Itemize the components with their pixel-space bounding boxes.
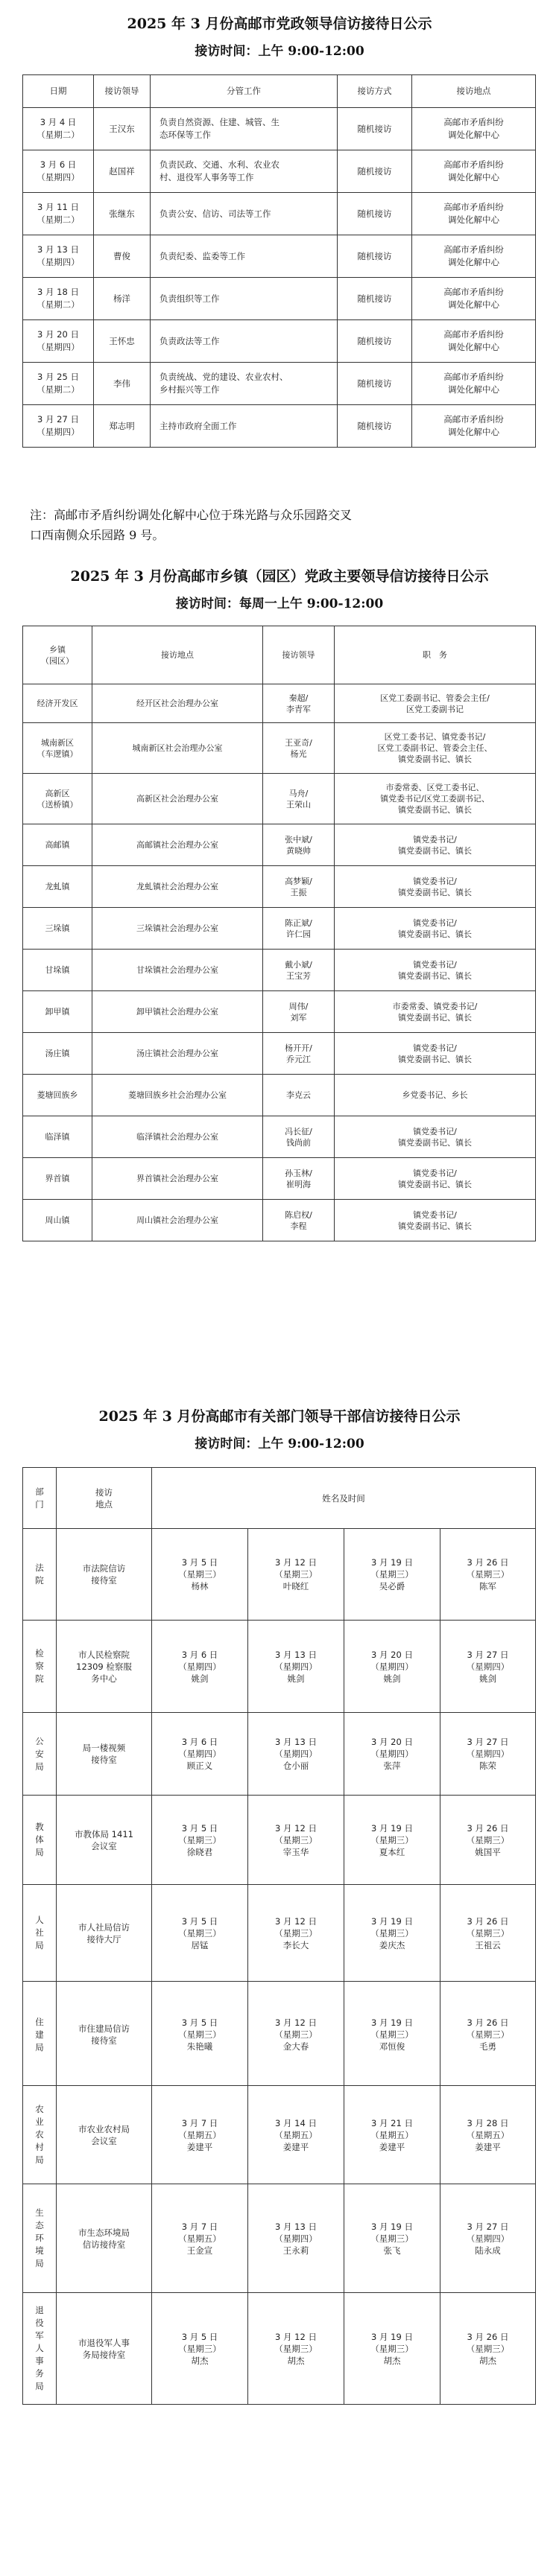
table-row	[23, 1116, 536, 1158]
row-place: 高邮镇社会治理办公室	[92, 824, 263, 866]
row-slot: 3 月 7 日 （星期五） 姜建平	[152, 2086, 248, 2184]
row-duty: 乡党委书记、乡长	[335, 1075, 536, 1116]
header-date: 日期	[23, 75, 94, 108]
table-row	[23, 991, 536, 1033]
table-row	[23, 2086, 536, 2184]
table-row	[23, 1158, 536, 1200]
row-slot: 3 月 7 日 （星期五） 王金宣	[152, 2184, 248, 2293]
header-leader: 接访领导	[94, 75, 151, 108]
row-duty: 镇党委书记/ 镇党委副书记、镇长	[335, 1116, 536, 1158]
section1-title: 2025 年 3 月份高邮市党政领导信访接待日公示	[127, 16, 432, 32]
row-dept: 农业农村局	[35, 2104, 44, 2165]
table-row	[23, 1885, 536, 1982]
header-place: 接访地点	[92, 626, 263, 684]
row-place: 龙虬镇社会治理办公室	[92, 866, 263, 908]
town-reception-table	[22, 626, 536, 1241]
row-leaders: 陈正斌/ 许仁园	[263, 908, 335, 950]
row-slot: 3 月 21 日 （星期五） 姜建平	[344, 2086, 440, 2184]
row-work: 负责公安、信访、司法等工作	[151, 193, 338, 235]
table-row	[23, 278, 536, 320]
row-date: 3 月 25 日 （星期二）	[23, 363, 94, 405]
table-row	[23, 866, 536, 908]
row-place: 市农业农村局 会议室	[57, 2086, 152, 2184]
header-leaders: 接访领导	[263, 626, 335, 684]
header-duty: 职 务	[335, 626, 536, 684]
table-row	[23, 1075, 536, 1116]
row-town: 高新区 （送桥镇）	[23, 774, 92, 824]
row-work: 负责组织等工作	[151, 278, 338, 320]
row-place: 市人民检察院 12309 检察服 务中心	[57, 1621, 152, 1713]
row-town: 高邮镇	[23, 824, 92, 866]
header-work: 分管工作	[151, 75, 338, 108]
row-mode: 随机接访	[338, 150, 412, 193]
row-place: 市退役军人事 务局接待室	[57, 2293, 152, 2405]
row-slot: 3 月 12 日 （星期三） 李长大	[248, 1885, 344, 1982]
row-dept: 公安局	[35, 1735, 44, 1772]
table-row	[23, 235, 536, 278]
header-place: 接访地点	[412, 75, 536, 108]
row-mode: 随机接访	[338, 108, 412, 150]
row-duty: 区党工委书记、镇党委书记/ 区党工委副书记、管委会主任、 镇党委副书记、镇长	[335, 723, 536, 774]
row-town: 经济开发区	[23, 684, 92, 723]
row-mode: 随机接访	[338, 363, 412, 405]
row-leader: 张继东	[94, 193, 151, 235]
header-schedule: 姓名及时间	[152, 1468, 536, 1529]
row-slot: 3 月 5 日 （星期三） 胡杰	[152, 2293, 248, 2405]
row-slot: 3 月 26 日 （星期三） 胡杰	[440, 2293, 536, 2405]
row-work: 负责统战、党的建设、农业农村、 乡村振兴等工作	[151, 363, 338, 405]
table-row	[23, 1529, 536, 1621]
row-leaders: 冯长征/ 钱尚前	[263, 1116, 335, 1158]
section1-note: 注：高邮市矛盾纠纷调处化解中心位于珠光路与众乐园路交叉 口西南侧众乐园路 9 号。	[30, 508, 353, 542]
row-slot: 3 月 26 日 （星期三） 陈军	[440, 1529, 536, 1621]
row-duty: 市委常委、区党工委书记、 镇党委书记/区党工委副书记、 镇党委副书记、镇长	[335, 774, 536, 824]
row-slot: 3 月 19 日 （星期三） 吴必爵	[344, 1529, 440, 1621]
row-place: 市人社局信访 接待大厅	[57, 1885, 152, 1982]
table-row	[23, 1713, 536, 1796]
table-row	[23, 824, 536, 866]
row-place: 高邮市矛盾纠纷 调处化解中心	[412, 278, 536, 320]
table-row	[23, 1033, 536, 1075]
row-town: 界首镇	[23, 1158, 92, 1200]
row-place: 市教体局 1411 会议室	[57, 1796, 152, 1885]
row-place: 菱塘回族乡社会治理办公室	[92, 1075, 263, 1116]
row-dept: 人社局	[35, 1915, 44, 1950]
row-town: 汤庄镇	[23, 1033, 92, 1075]
row-slot: 3 月 27 日 （星期四） 姚剑	[440, 1621, 536, 1713]
row-place: 周山镇社会治理办公室	[92, 1200, 263, 1241]
row-leader: 赵国祥	[94, 150, 151, 193]
row-slot: 3 月 5 日 （星期三） 徐晓君	[152, 1796, 248, 1885]
row-slot: 3 月 5 日 （星期三） 朱艳曦	[152, 1982, 248, 2088]
table-row	[23, 363, 536, 405]
row-slot: 3 月 19 日 （星期三） 张飞	[344, 2184, 440, 2293]
row-dept: 生态环境局	[35, 2207, 44, 2268]
row-place: 卸甲镇社会治理办公室	[92, 991, 263, 1033]
row-leaders: 周伟/ 刘军	[263, 991, 335, 1033]
row-slot: 3 月 28 日 （星期五） 姜建平	[440, 2086, 536, 2184]
table-row	[23, 950, 536, 991]
row-town: 临泽镇	[23, 1116, 92, 1158]
header-town: 乡镇 （园区）	[23, 626, 92, 684]
row-slot: 3 月 5 日 （星期三） 居锰	[152, 1885, 248, 1982]
row-place: 临泽镇社会治理办公室	[92, 1116, 263, 1158]
row-slot: 3 月 26 日 （星期三） 王祖云	[440, 1885, 536, 1982]
row-place: 高邮市矛盾纠纷 调处化解中心	[412, 108, 536, 150]
row-leaders: 戴小斌/ 王宝芳	[263, 950, 335, 991]
row-place: 高新区社会治理办公室	[92, 774, 263, 824]
section2-subtitle: 接访时间：每周一上午 9:00-12:00	[175, 597, 384, 611]
row-dept: 住建局	[35, 2016, 44, 2052]
row-date: 3 月 27 日 （星期四）	[23, 405, 94, 448]
table-row	[23, 2293, 536, 2405]
row-mode: 随机接访	[338, 278, 412, 320]
row-dept: 检察院	[35, 1648, 44, 1684]
row-dept: 退役军人事务局	[35, 2305, 44, 2391]
table-row	[23, 1982, 536, 2088]
row-place: 高邮市矛盾纠纷 调处化解中心	[412, 193, 536, 235]
row-duty: 市委常委、镇党委书记/ 镇党委副书记、镇长	[335, 991, 536, 1033]
row-date: 3 月 6 日 （星期四）	[23, 150, 94, 193]
row-slot: 3 月 27 日 （星期四） 陆永成	[440, 2184, 536, 2293]
row-duty: 镇党委书记/ 镇党委副书记、镇长	[335, 908, 536, 950]
row-dept: 教体局	[35, 1822, 44, 1857]
row-slot: 3 月 20 日 （星期四） 张萍	[344, 1713, 440, 1796]
row-slot: 3 月 19 日 （星期三） 胡杰	[344, 2293, 440, 2405]
row-leader: 郑志明	[94, 405, 151, 448]
row-work: 主持市政府全面工作	[151, 405, 338, 448]
row-place: 高邮市矛盾纠纷 调处化解中心	[412, 235, 536, 278]
row-leader: 王汉东	[94, 108, 151, 150]
row-place: 经开区社会治理办公室	[92, 684, 263, 723]
row-work: 负责民政、交通、水利、农业农 村、退役军人事务等工作	[151, 150, 338, 193]
row-place: 城南新区社会治理办公室	[92, 723, 263, 774]
row-date: 3 月 20 日 （星期四）	[23, 320, 94, 363]
row-leaders: 杨开开/ 乔元江	[263, 1033, 335, 1075]
row-slot: 3 月 27 日 （星期四） 陈荣	[440, 1713, 536, 1796]
row-duty: 镇党委书记/ 镇党委副书记、镇长	[335, 1158, 536, 1200]
row-mode: 随机接访	[338, 320, 412, 363]
row-town: 菱塘回族乡	[23, 1075, 92, 1116]
row-place: 高邮市矛盾纠纷 调处化解中心	[412, 150, 536, 193]
row-slot: 3 月 6 日 （星期四） 顾正义	[152, 1713, 248, 1796]
row-work: 负责纪委、监委等工作	[151, 235, 338, 278]
row-town: 周山镇	[23, 1200, 92, 1241]
table-row	[23, 1621, 536, 1713]
row-place: 汤庄镇社会治理办公室	[92, 1033, 263, 1075]
table-row	[23, 320, 536, 363]
leader-reception-table	[22, 74, 536, 448]
table-row	[23, 1796, 536, 1885]
table-row	[23, 2184, 536, 2293]
row-place: 高邮市矛盾纠纷 调处化解中心	[412, 363, 536, 405]
row-slot: 3 月 19 日 （星期三） 姜庆杰	[344, 1885, 440, 1982]
row-slot: 3 月 13 日 （星期四） 姚剑	[248, 1621, 344, 1713]
row-mode: 随机接访	[338, 235, 412, 278]
row-place: 甘垛镇社会治理办公室	[92, 950, 263, 991]
row-place: 高邮市矛盾纠纷 调处化解中心	[412, 320, 536, 363]
row-leaders: 秦超/ 李青军	[263, 684, 335, 723]
row-slot: 3 月 6 日 （星期四） 姚剑	[152, 1621, 248, 1713]
row-slot: 3 月 26 日 （星期三） 毛勇	[440, 1982, 536, 2088]
row-dept: 法院	[35, 1562, 44, 1586]
section3-subtitle: 接访时间：上午 9:00-12:00	[195, 1437, 364, 1451]
department-reception-table-continued	[22, 2085, 536, 2405]
row-leader: 曹俊	[94, 235, 151, 278]
row-leaders: 马舟/ 王荣山	[263, 774, 335, 824]
row-date: 3 月 11 日 （星期二）	[23, 193, 94, 235]
row-leaders: 高梦颖/ 王振	[263, 866, 335, 908]
row-leader: 王怀忠	[94, 320, 151, 363]
row-place: 高邮市矛盾纠纷 调处化解中心	[412, 405, 536, 448]
header-mode: 接访方式	[338, 75, 412, 108]
row-duty: 镇党委书记/ 镇党委副书记、镇长	[335, 1200, 536, 1241]
row-place: 市生态环境局 信访接待室	[57, 2184, 152, 2293]
row-slot: 3 月 12 日 （星期三） 金大春	[248, 1982, 344, 2088]
row-slot: 3 月 26 日 （星期三） 姚国平	[440, 1796, 536, 1885]
row-mode: 随机接访	[338, 405, 412, 448]
table-row	[23, 405, 536, 448]
section-leader-reception	[0, 13, 559, 542]
section-town-reception	[0, 566, 559, 1231]
row-leaders: 王亚奇/ 杨光	[263, 723, 335, 774]
row-slot: 3 月 13 日 （星期四） 王永莉	[248, 2184, 344, 2293]
row-duty: 镇党委书记/ 镇党委副书记、镇长	[335, 950, 536, 991]
row-slot: 3 月 13 日 （星期四） 仓小丽	[248, 1713, 344, 1796]
row-leader: 杨洋	[94, 278, 151, 320]
row-leaders: 陈启权/ 李程	[263, 1200, 335, 1241]
row-slot: 3 月 20 日 （星期四） 姚剑	[344, 1621, 440, 1713]
table-row	[23, 108, 536, 150]
row-town: 城南新区 （车逻镇）	[23, 723, 92, 774]
row-slot: 3 月 12 日 （星期三） 叶晓红	[248, 1529, 344, 1621]
row-town: 甘垛镇	[23, 950, 92, 991]
row-date: 3 月 13 日 （星期四）	[23, 235, 94, 278]
row-slot: 3 月 12 日 （星期三） 胡杰	[248, 2293, 344, 2405]
row-slot: 3 月 14 日 （星期五） 姜建平	[248, 2086, 344, 2184]
row-place: 三垛镇社会治理办公室	[92, 908, 263, 950]
row-town: 三垛镇	[23, 908, 92, 950]
row-duty: 区党工委副书记、管委会主任/ 区党工委副书记	[335, 684, 536, 723]
table-row	[23, 908, 536, 950]
row-place: 局一楼视频 接待室	[57, 1713, 152, 1796]
table-row	[23, 150, 536, 193]
row-place: 市法院信访 接待室	[57, 1529, 152, 1621]
row-place: 市住建局信访 接待室	[57, 1982, 152, 2088]
row-duty: 镇党委书记/ 镇党委副书记、镇长	[335, 824, 536, 866]
section2-title: 2025 年 3 月份高邮市乡镇（园区）党政主要领导信访接待日公示	[70, 568, 489, 585]
header-place: 接访 地点	[57, 1468, 152, 1529]
row-leader: 李伟	[94, 363, 151, 405]
row-date: 3 月 4 日 （星期二）	[23, 108, 94, 150]
table-row	[23, 1200, 536, 1241]
row-leaders: 张中斌/ 黄晓帅	[263, 824, 335, 866]
row-mode: 随机接访	[338, 193, 412, 235]
row-work: 负责自然资源、住建、城管、生 态环保等工作	[151, 108, 338, 150]
header-dept: 部门	[35, 1486, 44, 1510]
row-work: 负责政法等工作	[151, 320, 338, 363]
row-slot: 3 月 12 日 （星期三） 宰玉华	[248, 1796, 344, 1885]
row-leaders: 孙玉林/ 崔明海	[263, 1158, 335, 1200]
table-row	[23, 193, 536, 235]
row-place: 界首镇社会治理办公室	[92, 1158, 263, 1200]
row-duty: 镇党委书记/ 镇党委副书记、镇长	[335, 866, 536, 908]
section3-title: 2025 年 3 月份高邮市有关部门领导干部信访接待日公示	[98, 1408, 461, 1425]
department-reception-table	[22, 1467, 536, 2088]
row-leaders: 李克云	[263, 1075, 335, 1116]
row-town: 卸甲镇	[23, 991, 92, 1033]
row-date: 3 月 18 日 （星期二）	[23, 278, 94, 320]
row-slot: 3 月 5 日 （星期三） 杨林	[152, 1529, 248, 1621]
row-slot: 3 月 19 日 （星期三） 邓恒俊	[344, 1982, 440, 2088]
table-row	[23, 684, 536, 723]
table-row	[23, 723, 536, 774]
row-slot: 3 月 19 日 （星期三） 夏本红	[344, 1796, 440, 1885]
row-duty: 镇党委书记/ 镇党委副书记、镇长	[335, 1033, 536, 1075]
table-row	[23, 774, 536, 824]
section1-subtitle: 接访时间：上午 9:00-12:00	[195, 44, 364, 59]
row-town: 龙虬镇	[23, 866, 92, 908]
section-department-reception	[0, 1406, 559, 2391]
